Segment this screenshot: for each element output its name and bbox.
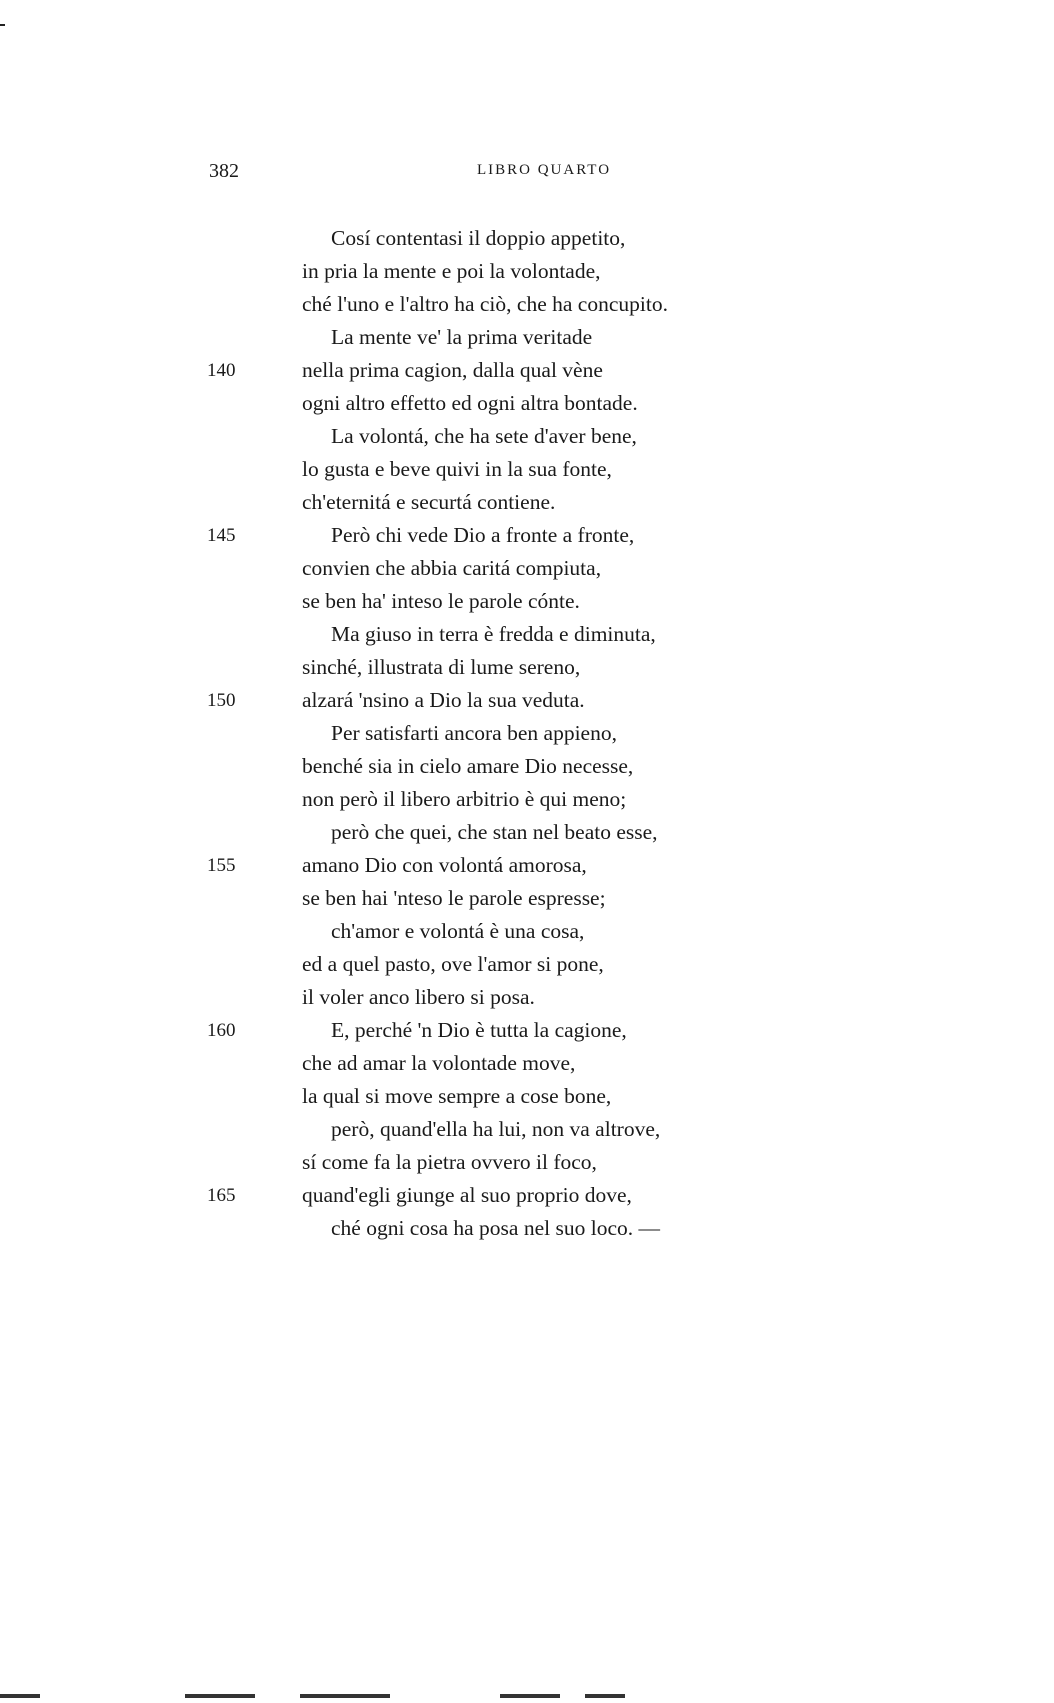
running-title: LIBRO QUARTO	[476, 162, 612, 178]
verse-text: Per satisfarti ancora ben appieno,	[331, 721, 617, 745]
verse-line	[0, 651, 1054, 684]
verse-line	[0, 717, 1054, 750]
verse-line	[0, 783, 1054, 816]
verse-line	[0, 519, 1054, 552]
scan-bottom-edge	[0, 1690, 1054, 1703]
verse-line	[0, 1080, 1054, 1113]
line-number: 165	[207, 1185, 236, 1206]
verse-text: sí come fa la pietra ovvero il foco,	[302, 1150, 597, 1174]
verse-line	[0, 1212, 1054, 1245]
verse-text: La volontá, che ha sete d'aver bene,	[331, 424, 637, 448]
verse-line	[0, 552, 1054, 585]
scan-corner-mark	[0, 24, 5, 26]
verse-line	[0, 321, 1054, 354]
verse-line	[0, 1014, 1054, 1047]
verse-line	[0, 750, 1054, 783]
verse-line	[0, 585, 1054, 618]
verse-line	[0, 816, 1054, 849]
verse-line	[0, 618, 1054, 651]
line-number: 160	[207, 1020, 236, 1041]
verse-text: Ma giuso in terra è fredda e diminuta,	[331, 622, 656, 646]
verse-line	[0, 420, 1054, 453]
page-number: 382	[209, 160, 239, 182]
verse-text: però, quand'ella ha lui, non va altrove,	[331, 1117, 661, 1141]
verse-text: ogni altro effetto ed ogni altra bontade.	[302, 391, 638, 415]
verse-line	[0, 387, 1054, 420]
verse-text: ch'eternitá e securtá contiene.	[302, 490, 556, 514]
line-number: 140	[207, 360, 236, 381]
verse-line	[0, 981, 1054, 1014]
verse-line	[0, 453, 1054, 486]
verse-text: se ben ha' inteso le parole cónte.	[302, 589, 580, 613]
verse-line	[0, 915, 1054, 948]
verse-text: la qual si move sempre a cose bone,	[302, 1084, 612, 1108]
verse-text: amano Dio con volontá amorosa,	[302, 853, 587, 877]
verse-text: Però chi vede Dio a fronte a fronte,	[331, 523, 635, 547]
line-number: 145	[207, 525, 236, 546]
verse-text: La mente ve' la prima veritade	[331, 325, 593, 349]
verse-text: però che quei, che stan nel beato esse,	[331, 820, 658, 844]
verse-line	[0, 486, 1054, 519]
verse-text: ch'amor e volontá è una cosa,	[331, 919, 585, 943]
verse-line	[0, 222, 1054, 255]
verse-text: in pria la mente e poi la volontade,	[302, 259, 601, 283]
verse-text: non però il libero arbitrio è qui meno;	[302, 787, 627, 811]
line-number: 150	[207, 690, 236, 711]
verse-line	[0, 684, 1054, 717]
verse-text: Cosí contentasi il doppio appetito,	[331, 226, 626, 250]
verse-text: lo gusta e beve quivi in la sua fonte,	[302, 457, 612, 481]
verse-text: ché ogni cosa ha posa nel suo loco. —	[331, 1216, 660, 1240]
verse-text: quand'egli giunge al suo proprio dove,	[302, 1183, 632, 1207]
verse-text: ché l'uno e l'altro ha ciò, che ha concupito.	[302, 292, 668, 316]
line-number: 155	[207, 855, 236, 876]
verse-text: benché sia in cielo amare Dio necesse,	[302, 754, 634, 778]
verse-line	[0, 354, 1054, 387]
verse-text: nella prima cagion, dalla qual vène	[302, 358, 603, 382]
verse-line	[0, 288, 1054, 321]
verse-text: il voler anco libero si posa.	[302, 985, 535, 1009]
verse-text: convien che abbia caritá compiuta,	[302, 556, 602, 580]
verse-line	[0, 1047, 1054, 1080]
verse-text: alzará 'nsino a Dio la sua veduta.	[302, 688, 585, 712]
verse-line	[0, 1113, 1054, 1146]
verse-text: che ad amar la volontade move,	[302, 1051, 576, 1075]
verse-text: E, perché 'n Dio è tutta la cagione,	[331, 1018, 627, 1042]
verse-line	[0, 882, 1054, 915]
page-header	[0, 160, 1054, 190]
poem-text	[0, 222, 1054, 1245]
verse-line	[0, 1146, 1054, 1179]
verse-text: se ben hai 'nteso le parole espresse;	[302, 886, 606, 910]
verse-line	[0, 948, 1054, 981]
verse-line	[0, 1179, 1054, 1212]
verse-text: sinché, illustrata di lume sereno,	[302, 655, 581, 679]
verse-line	[0, 255, 1054, 288]
verse-line	[0, 849, 1054, 882]
verse-text: ed a quel pasto, ove l'amor si pone,	[302, 952, 604, 976]
